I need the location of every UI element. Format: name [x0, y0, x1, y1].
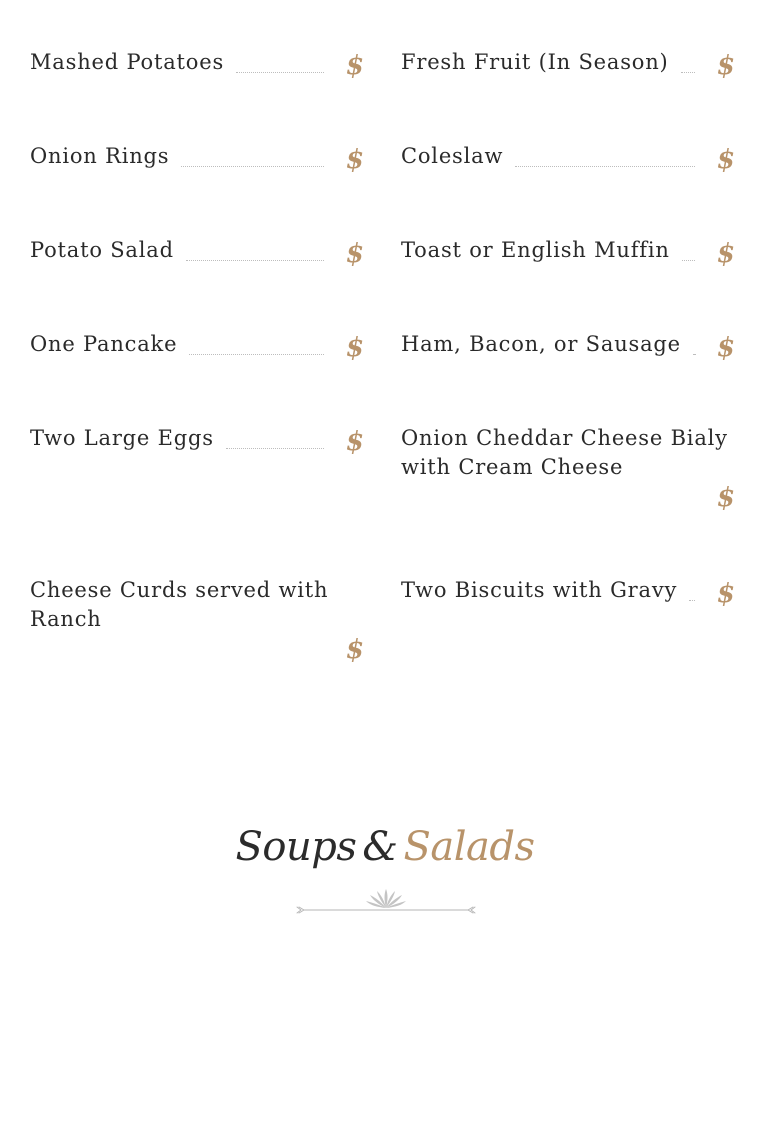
menu-item-row — [30, 236, 364, 270]
menu-item-name: Cheese Curds served with Ranch — [30, 578, 329, 631]
menu-item-row — [30, 142, 364, 176]
menu-item-name: Ham, Bacon, or Sausage — [401, 332, 681, 356]
menu-item — [30, 576, 364, 670]
menu-item — [30, 424, 364, 576]
menu-item — [401, 236, 735, 330]
price-symbol: $ — [716, 333, 735, 363]
menu-item — [30, 236, 364, 330]
menu-item — [401, 424, 735, 576]
section-heading-second-word: Salads — [403, 824, 535, 870]
menu-item-name: Onion Rings — [30, 144, 170, 168]
menu-item — [401, 48, 735, 142]
menu-item-row — [401, 424, 735, 482]
menu-item-name: Mashed Potatoes — [30, 50, 225, 74]
price-symbol: $ — [345, 145, 364, 175]
section-heading — [0, 815, 770, 879]
price-symbol: $ — [345, 333, 364, 363]
dotted-leader — [682, 259, 695, 261]
menu-item-name: Toast or English Muffin — [401, 238, 670, 262]
price-symbol: $ — [716, 145, 735, 175]
menu-item — [30, 330, 364, 424]
menu-item-row — [30, 330, 364, 364]
dotted-leader — [693, 353, 695, 355]
menu-item-row — [401, 48, 735, 82]
menu-item-name: Potato Salad — [30, 238, 174, 262]
dotted-leader — [189, 353, 324, 355]
dotted-leader — [181, 165, 324, 167]
price-symbol: $ — [716, 483, 735, 513]
menu-item — [30, 142, 364, 236]
price-symbol: $ — [716, 51, 735, 81]
leaf-flourish-divider-icon — [296, 886, 476, 918]
menu-item — [401, 330, 735, 424]
menu-item-row — [30, 48, 364, 82]
dotted-leader — [236, 71, 324, 73]
price-symbol: $ — [345, 51, 364, 81]
dotted-leader — [515, 165, 695, 167]
menu-items-grid — [30, 48, 735, 670]
dotted-leader — [186, 259, 324, 261]
dotted-leader — [681, 71, 695, 73]
price-symbol: $ — [345, 635, 364, 665]
menu-item-name: Onion Cheddar Cheese Bialy with Cream Cheese — [401, 426, 728, 479]
price-symbol: $ — [345, 427, 364, 457]
menu-item-row — [30, 576, 364, 634]
menu-item — [30, 48, 364, 142]
menu-item-name: Two Large Eggs — [30, 426, 214, 450]
section-heading-first-word: Soups — [235, 824, 357, 870]
price-symbol: $ — [716, 579, 735, 609]
menu-item-row — [401, 576, 735, 610]
menu-item-row — [401, 142, 735, 176]
menu-item-name: Two Biscuits with Gravy — [401, 578, 678, 602]
dotted-leader — [689, 599, 695, 601]
menu-item-row — [401, 330, 735, 364]
price-symbol: $ — [345, 239, 364, 269]
dotted-leader — [226, 447, 324, 449]
menu-item-row — [30, 424, 364, 458]
menu-item-row — [401, 236, 735, 270]
menu-item-name: One Pancake — [30, 332, 178, 356]
price-symbol: $ — [716, 239, 735, 269]
menu-item — [401, 142, 735, 236]
menu-item — [401, 576, 735, 670]
section-heading-ampersand: & — [362, 824, 398, 870]
menu-item-name: Coleslaw — [401, 144, 504, 168]
menu-item-name: Fresh Fruit (In Season) — [401, 50, 669, 74]
